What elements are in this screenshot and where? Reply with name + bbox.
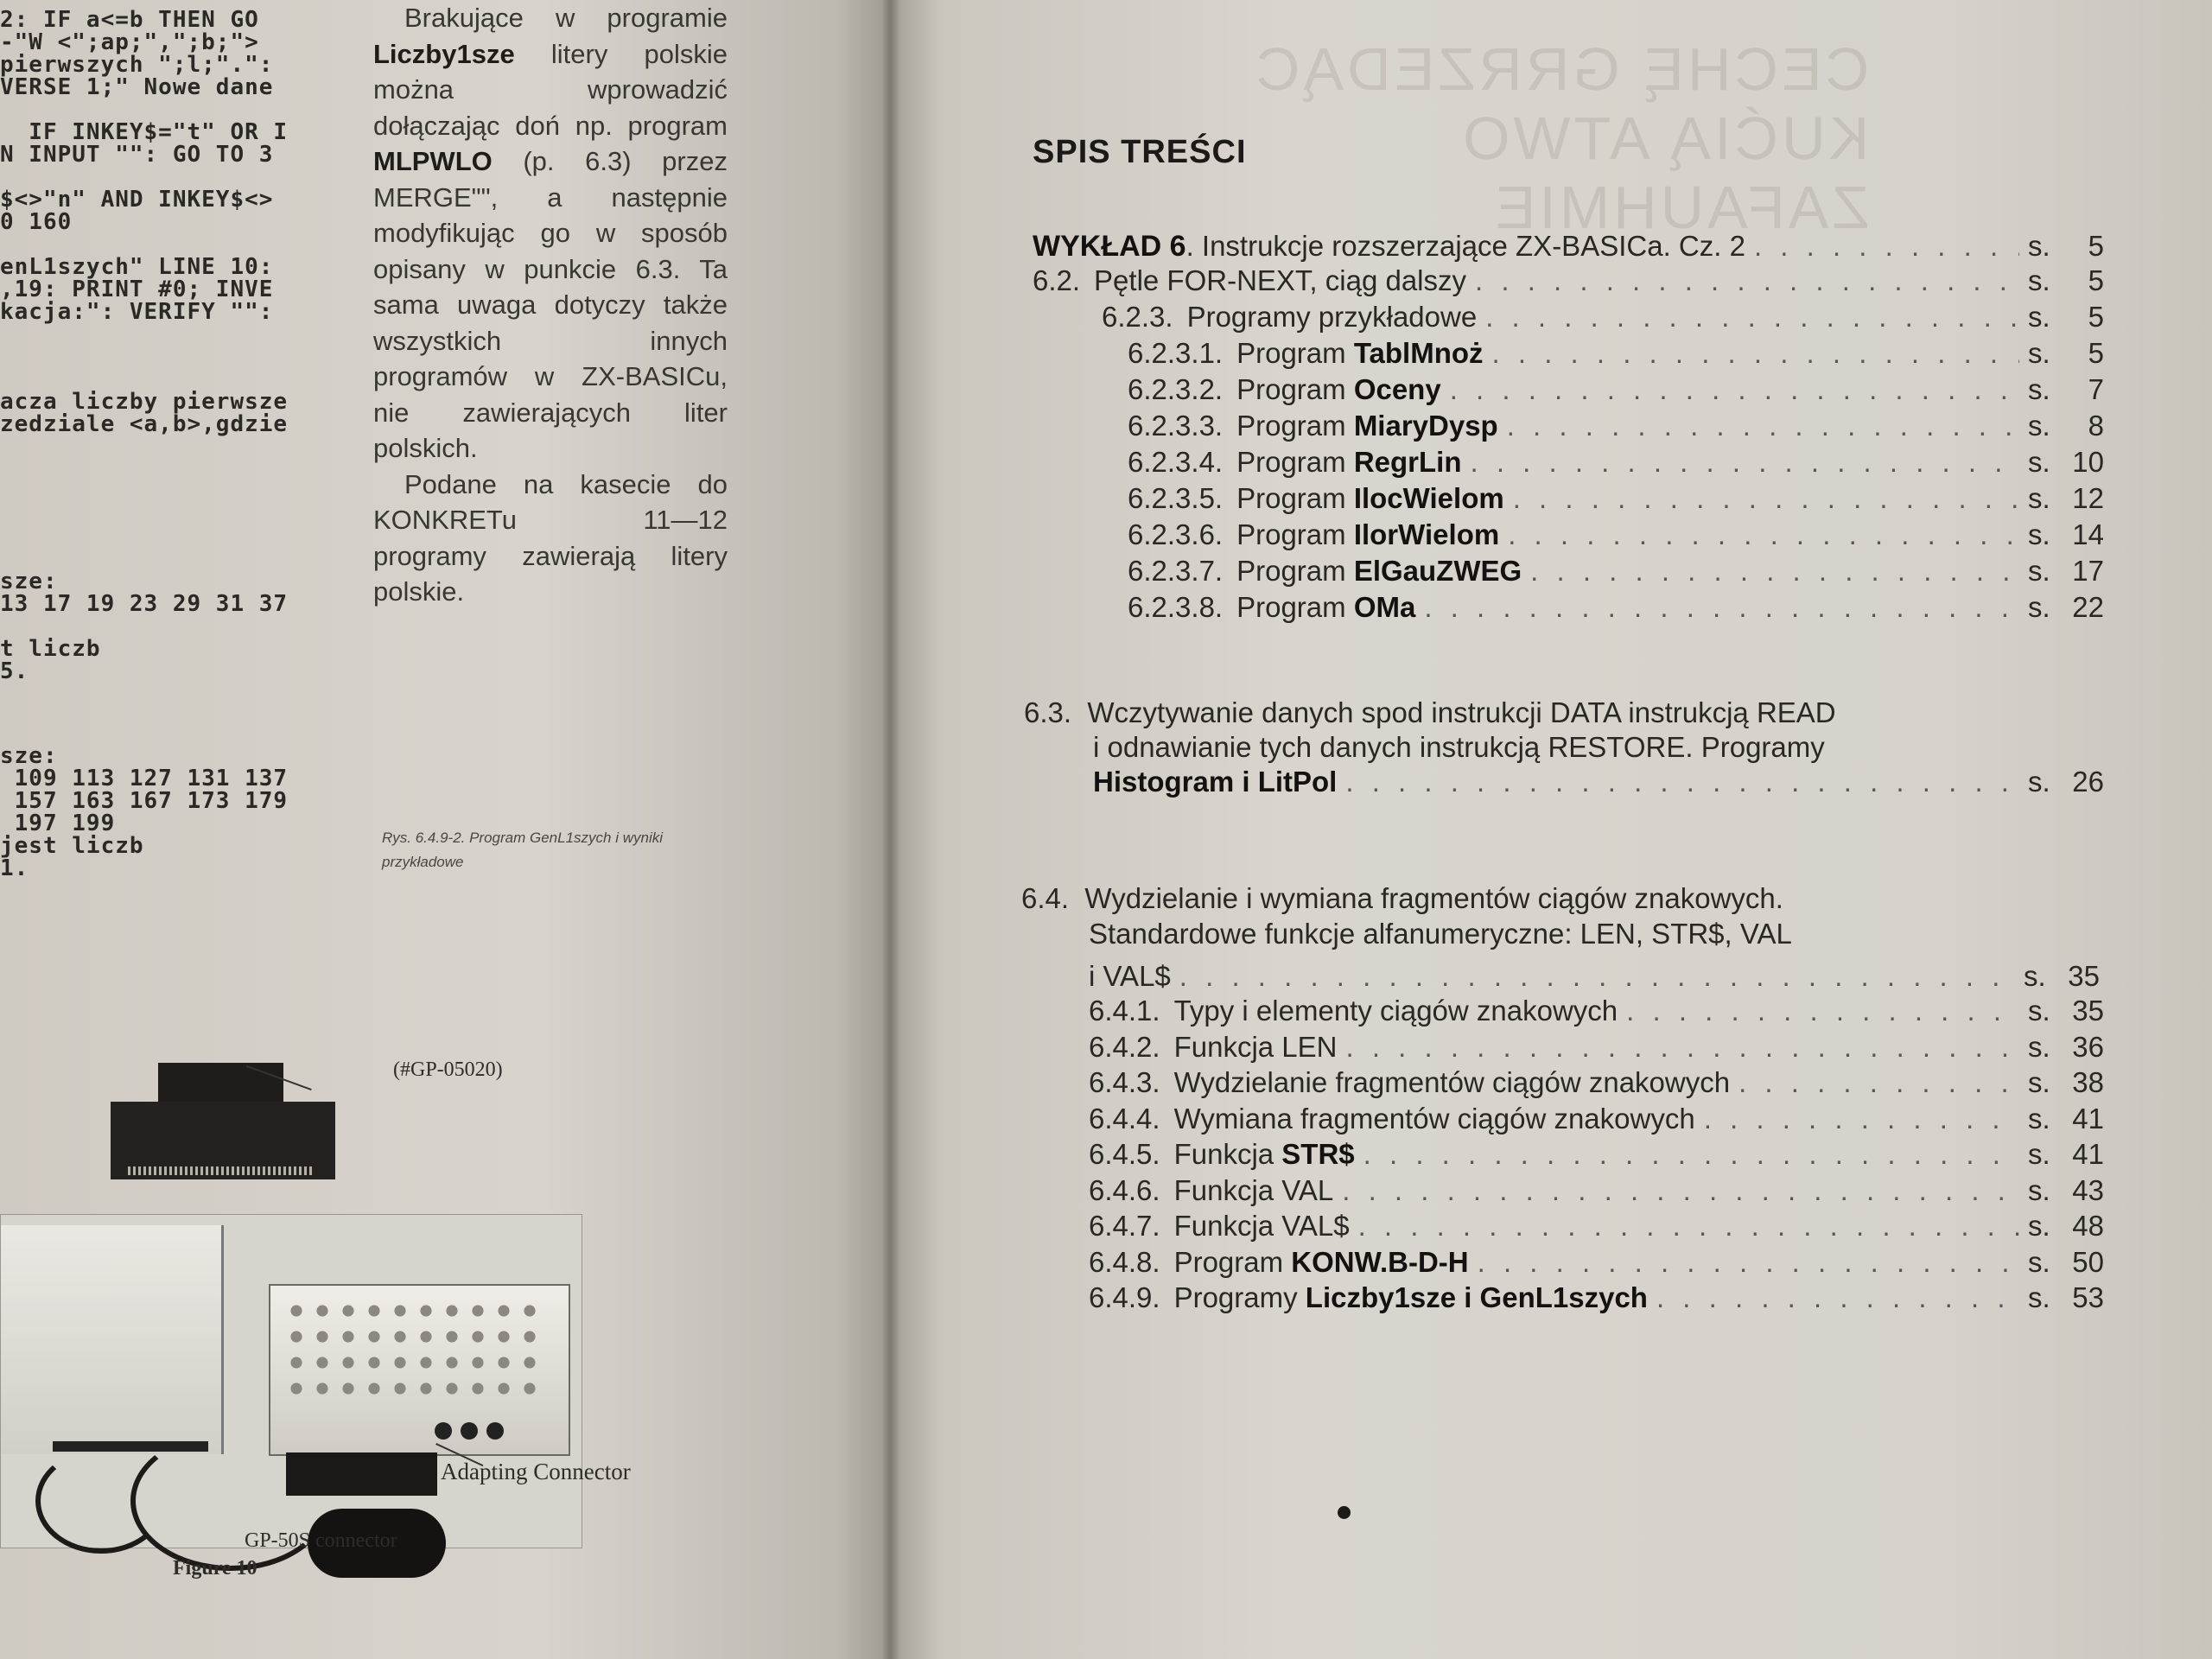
toc-6-4-line3: i VAL$ . . . s. 35 (1089, 959, 2100, 994)
left-page (0, 0, 890, 1659)
listing-line: enL1szych" LINE 10: (0, 254, 274, 280)
figure-caption: Rys. 6.4.9-2. Program GenL1szych i wyniki przykładowe (382, 830, 664, 870)
program-listing-output-2 (0, 745, 354, 880)
toc-6-4-line2: Standardowe funkcje alfanumeryczne: LEN, STR$, VAL (1089, 918, 1792, 950)
toc-6-3-line2: i odnawianie tych danych instrukcją RESTORE. Programy (1093, 731, 1825, 763)
listing-line: sze: (0, 743, 58, 769)
toc-entry: 6.2.3.3. Program MiaryDysp . . . s. 8 (1128, 409, 2104, 443)
toc-entry: 6.2.3.7. Program ElGauZWEG . . . s. 17 (1128, 554, 2104, 588)
program-listing-output-1 (0, 570, 354, 683)
listing-line: pierwszych ";l;".": (0, 52, 274, 78)
adapting-connector-label: Adapting Connector (441, 1459, 631, 1484)
listing-line (0, 368, 354, 391)
toc-entry: 6.4.3. Wydzielanie fragmentów ciągów znakowych . . . s. 38 (1089, 1065, 2104, 1100)
listing-line (0, 233, 354, 256)
toc-6-3-line3: Histogram i LitPol . . . s. 26 (1093, 765, 2104, 799)
listing-line: jest liczb (0, 833, 144, 859)
listing-line: 13 17 19 23 29 31 37 (0, 591, 289, 617)
listing-line (0, 323, 354, 346)
toc-entry: 6.2.3.1. Program TablMnoż . . . s. 5 (1128, 336, 2104, 371)
toc-entry: 6.2.3. Programy przykładowe . . . s. 5 (1102, 300, 2104, 334)
listing-line (0, 615, 354, 638)
printer-setup-photo (0, 1214, 582, 1548)
table-of-contents (890, 0, 2212, 1659)
narrative-text (373, 0, 728, 610)
toc-entry: 6.2.3.8. Program OMa . . . s. 22 (1128, 590, 2104, 625)
toc-entry: 6.4.4. Wymiana fragmentów ciągów znakowych . . . s. 41 (1089, 1102, 2104, 1136)
toc-entry: 6.4.9. Programy Liczby1sze i GenL1szych . . . s. 53 (1089, 1281, 2104, 1315)
listing-line: N INPUT "": GO TO 3 (0, 142, 274, 168)
listing-line: VERSE 1;" Nowe dane (0, 74, 274, 100)
listing-line: sze: (0, 569, 58, 594)
interface-cartridge-image (111, 1063, 335, 1184)
toc-entry: 6.2.3.6. Program IlorWielom . . . s. 14 (1128, 518, 2104, 552)
printer-image (1, 1225, 224, 1454)
toc-entry: 6.4.1. Typy i elementy ciągów znakowych . . . s. 35 (1089, 994, 2104, 1028)
paragraph-2: Podane na kasecie do KONKRETu 11—12 programy zawierają litery polskie. (373, 468, 728, 607)
listing-line: zedziale <a,b>,gdzie (0, 411, 289, 437)
bleed-through-text: CECHĘ GRRZEDĄC KUĆIĄ ATWO ZAFAUHMIE (1253, 35, 1870, 241)
hardware-figure (0, 1028, 631, 1581)
figure-number-label: Figure 10 (173, 1557, 257, 1580)
part-number-label: (#GP-05020) (393, 1058, 503, 1081)
toc-entry: 6.4.5. Funkcja STR$ . . . s. 41 (1089, 1137, 2104, 1172)
toc-entry: 6.2.3.5. Program IlocWielom . . . s. 12 (1128, 481, 2104, 516)
listing-line: 109 113 127 131 137 (0, 766, 289, 791)
book-spine (881, 0, 900, 1659)
toc-6-3-line1: 6.3. Wczytywanie danych spod instrukcji DATA instrukcją READ (1024, 696, 1836, 728)
listing-line: ,19: PRINT #0; INVE (0, 276, 274, 302)
listing-line (0, 166, 354, 188)
listing-line: acza liczby pierwsze (0, 389, 289, 415)
listing-line: 197 199 (0, 810, 116, 836)
paragraph-1: Brakujące w programie Liczby1sze litery polskie można wprowadzić dołączając doń np. program MLPWLO (p. 6.3) przez MERGE"", a następnie modyfikując go w sposób opisany w punkcie 6.3. Ta sama uwaga dotyczy także wszystkich innych programów w ZX-BASICu, nie zawierających liter polskich. (373, 3, 728, 463)
toc-entry: 6.2. Pętle FOR-NEXT, ciąg dalszy . . . s. 5 (1033, 264, 2104, 298)
toc-entry: 6.4.7. Funkcja VAL$ . . . s. 48 (1089, 1209, 2104, 1243)
listing-line: $<>"n" AND INKEY$<> (0, 187, 274, 213)
listing-line: 157 163 167 173 179 (0, 788, 289, 814)
zx-spectrum-image (269, 1284, 570, 1456)
page-bullet-mark (1338, 1506, 1351, 1519)
listing-line: 1. (0, 855, 29, 881)
listing-line: kacja:": VERIFY "": (0, 299, 274, 325)
program-listing-top (0, 9, 354, 435)
listing-line (0, 346, 354, 368)
listing-line: 5. (0, 658, 29, 684)
toc-entry: 6.2.3.4. Program RegrLin . . . s. 10 (1128, 445, 2104, 480)
listing-line: 0 160 (0, 209, 73, 235)
right-page (890, 0, 2212, 1659)
toc-6-4-line1: 6.4. Wydzielanie i wymiana fragmentów ciągów znakowych. (1021, 882, 1783, 914)
gp50s-connector-label: GP-50S connector (245, 1529, 397, 1552)
toc-title: SPIS TREŚCI (1033, 134, 1247, 170)
toc-entry: 6.2.3.2. Program Oceny . . . s. 7 (1128, 372, 2104, 407)
toc-entry: 6.4.2. Funkcja LEN . . . s. 36 (1089, 1030, 2104, 1065)
listing-line: IF INKEY$="t" OR I (0, 119, 289, 145)
toc-entry: 6.4.8. Program KONW.B-D-H . . . s. 50 (1089, 1245, 2104, 1280)
listing-line: 2: IF a<=b THEN GO (0, 7, 259, 33)
listing-line: -"W <";ap;",";b;"> (0, 29, 259, 55)
listing-line (0, 99, 354, 121)
listing-line: t liczb (0, 636, 101, 662)
toc-entry: 6.4.6. Funkcja VAL . . . s. 43 (1089, 1173, 2104, 1208)
toc-lecture-row: WYKŁAD 6. Instrukcje rozszerzające ZX-BASICa. Cz. 2 . . . s. 5 (1033, 229, 2104, 264)
